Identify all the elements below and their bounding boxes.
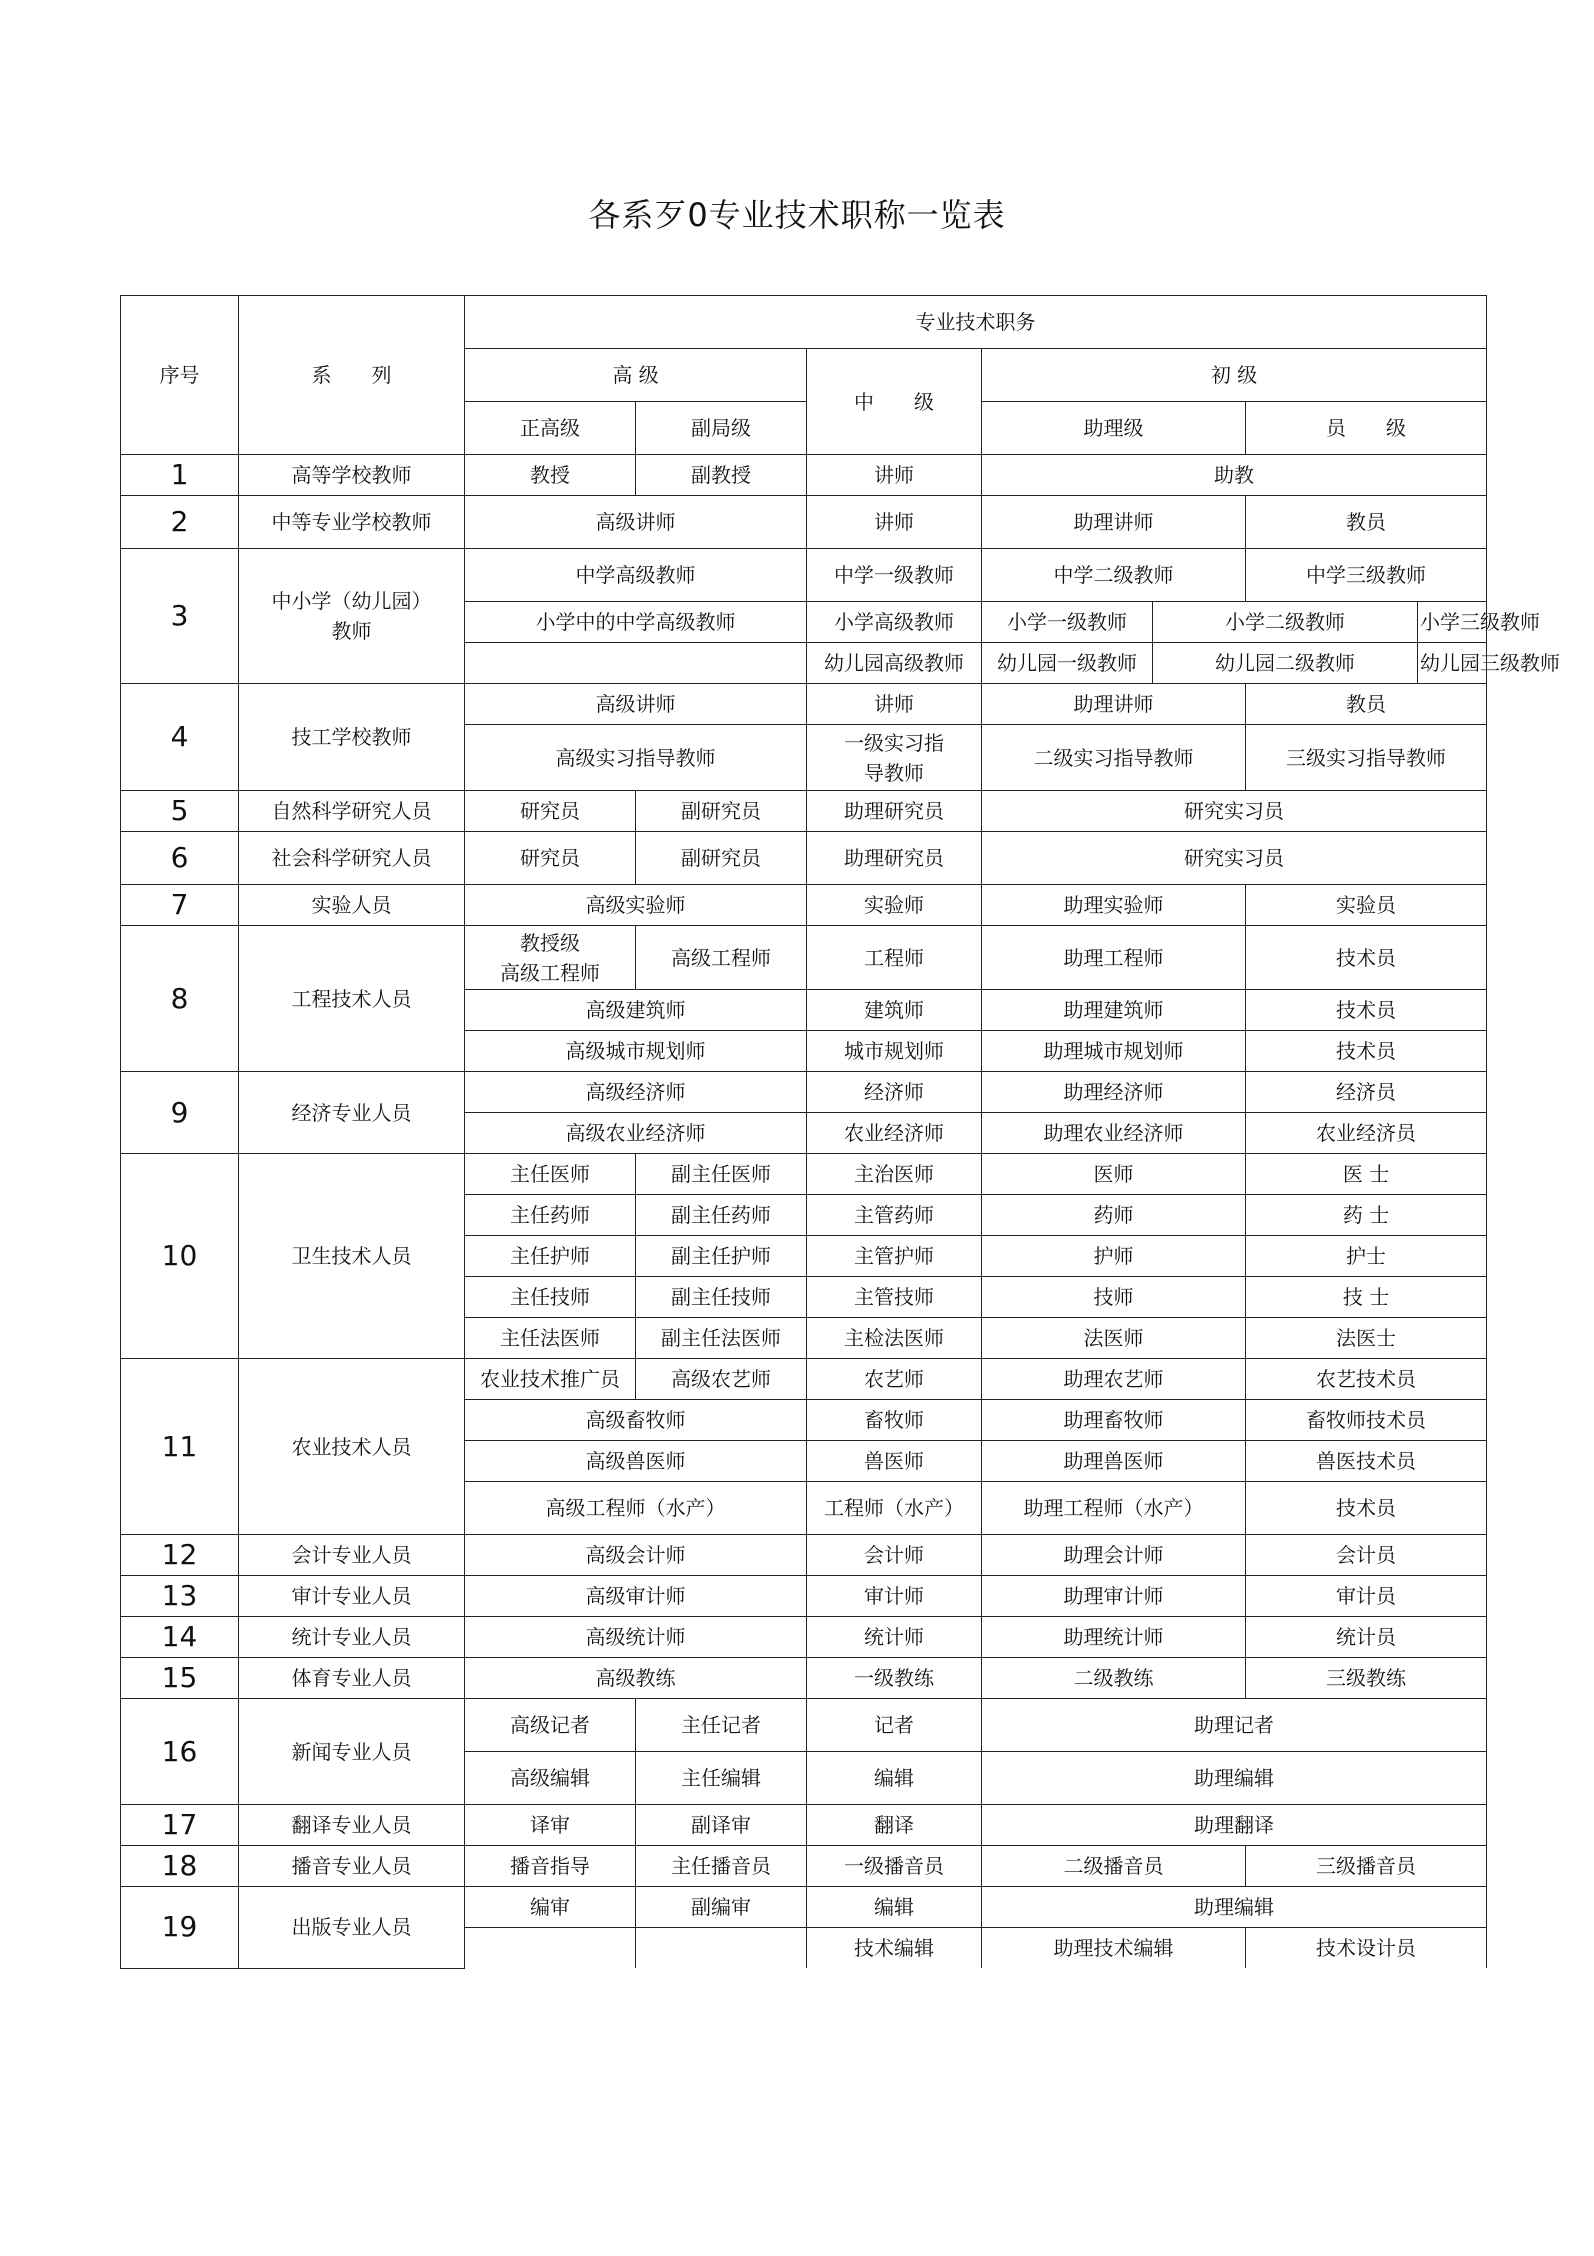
- cell-empty: [465, 643, 807, 684]
- series-name: 新闻专业人员: [239, 1699, 465, 1805]
- cell: 高级畜牧师: [465, 1400, 807, 1441]
- cell: 副研究员: [636, 791, 807, 832]
- header-middle: 中 级: [807, 349, 982, 455]
- cell: 助理审计师: [982, 1576, 1246, 1617]
- cell: 技术员: [1246, 1482, 1487, 1535]
- row-number: 15: [121, 1658, 239, 1699]
- cell: 中学三级教师: [1246, 549, 1487, 602]
- row-number: 4: [121, 684, 239, 791]
- cell: 教员: [1246, 684, 1487, 725]
- cell: 助理研究员: [807, 791, 982, 832]
- cell: 助理农艺师: [982, 1359, 1246, 1400]
- header-senior: 高 级: [465, 349, 807, 402]
- cell: 技术编辑: [807, 1928, 982, 1969]
- header-duty: 专业技术职务: [465, 296, 1487, 349]
- series-name: 卫生技术人员: [239, 1154, 465, 1359]
- cell: 实验员: [1246, 885, 1487, 926]
- cell: 助理讲师: [982, 496, 1246, 549]
- cell: 会计师: [807, 1535, 982, 1576]
- cell: 经济师: [807, 1072, 982, 1113]
- cell: 三级教练: [1246, 1658, 1487, 1699]
- cell: 高级讲师: [465, 496, 807, 549]
- cell: 编辑: [807, 1752, 982, 1805]
- cell: 副主任药师: [636, 1195, 807, 1236]
- cell: 讲师: [807, 684, 982, 725]
- cell: 助理编辑: [982, 1887, 1487, 1928]
- cell: 高级会计师: [465, 1535, 807, 1576]
- row-number: 17: [121, 1805, 239, 1846]
- title-table: [120, 295, 1560, 1969]
- cell: 幼儿园高级教师: [807, 643, 982, 684]
- series-name: 工程技术人员: [239, 926, 465, 1072]
- cell: 副主任医师: [636, 1154, 807, 1195]
- row-number: 8: [121, 926, 239, 1072]
- row-number: 2: [121, 496, 239, 549]
- header-staff: 员 级: [1246, 402, 1487, 455]
- cell: 农业经济员: [1246, 1113, 1487, 1154]
- cell: 记者: [807, 1699, 982, 1752]
- cell: 高级实习指导教师: [465, 725, 807, 791]
- cell: 高级审计师: [465, 1576, 807, 1617]
- cell: 实验师: [807, 885, 982, 926]
- cell: 兽医技术员: [1246, 1441, 1487, 1482]
- cell: 医师: [982, 1154, 1246, 1195]
- cell: 一级播音员: [807, 1846, 982, 1887]
- cell: 统计员: [1246, 1617, 1487, 1658]
- cell: 副编审: [636, 1887, 807, 1928]
- cell: 高级编辑: [465, 1752, 636, 1805]
- cell: 农艺师: [807, 1359, 982, 1400]
- series-name: 社会科学研究人员: [239, 832, 465, 885]
- cell-empty: [636, 1928, 807, 1969]
- cell: 主任医师: [465, 1154, 636, 1195]
- cell: 建筑师: [807, 990, 982, 1031]
- cell: 助理城市规划师: [982, 1031, 1246, 1072]
- cell: 高级统计师: [465, 1617, 807, 1658]
- cell: 主治医师: [807, 1154, 982, 1195]
- series-name: 农业技术人员: [239, 1359, 465, 1535]
- cell: 技术员: [1246, 990, 1487, 1031]
- series-name: 审计专业人员: [239, 1576, 465, 1617]
- cell: 助理畜牧师: [982, 1400, 1246, 1441]
- cell: 畜牧师技术员: [1246, 1400, 1487, 1441]
- cell: 助教: [982, 455, 1487, 496]
- cell: 讲师: [807, 496, 982, 549]
- cell: 中学二级教师: [982, 549, 1246, 602]
- cell: 讲师: [807, 455, 982, 496]
- cell: 主任护师: [465, 1236, 636, 1277]
- series-name: 翻译专业人员: [239, 1805, 465, 1846]
- cell: 一级教练: [807, 1658, 982, 1699]
- cell: 法医师: [982, 1318, 1246, 1359]
- cell: 三级实习指导教师: [1246, 725, 1487, 791]
- cell: 编辑: [807, 1887, 982, 1928]
- cell: 城市规划师: [807, 1031, 982, 1072]
- cell: 播音指导: [465, 1846, 636, 1887]
- cell: 助理兽医师: [982, 1441, 1246, 1482]
- row-number: 14: [121, 1617, 239, 1658]
- cell: 小学三级教师: [1418, 602, 1487, 643]
- row-number: 7: [121, 885, 239, 926]
- cell: 副主任技师: [636, 1277, 807, 1318]
- row-number: 12: [121, 1535, 239, 1576]
- cell: 研究实习员: [982, 791, 1487, 832]
- series-name: 高等学校教师: [239, 455, 465, 496]
- cell: 高级工程师（水产）: [465, 1482, 807, 1535]
- cell: 助理编辑: [982, 1752, 1487, 1805]
- cell: 副译审: [636, 1805, 807, 1846]
- cell: 主任播音员: [636, 1846, 807, 1887]
- series-name: 出版专业人员: [239, 1887, 465, 1969]
- series-name: 会计专业人员: [239, 1535, 465, 1576]
- cell: 高级兽医师: [465, 1441, 807, 1482]
- cell: 高级建筑师: [465, 990, 807, 1031]
- cell: 中学一级教师: [807, 549, 982, 602]
- row-number: 11: [121, 1359, 239, 1535]
- cell: 法医士: [1246, 1318, 1487, 1359]
- cell: 经济员: [1246, 1072, 1487, 1113]
- cell: 会计员: [1246, 1535, 1487, 1576]
- cell: 技术设计员: [1246, 1928, 1487, 1969]
- row-number: 9: [121, 1072, 239, 1154]
- cell: 高级实验师: [465, 885, 807, 926]
- cell: 译审: [465, 1805, 636, 1846]
- series-name: 技工学校教师: [239, 684, 465, 791]
- cell: 教授级 高级工程师: [465, 926, 636, 990]
- series-name: 中等专业学校教师: [239, 496, 465, 549]
- cell: 畜牧师: [807, 1400, 982, 1441]
- header-seq: 序号: [121, 296, 239, 455]
- cell: 幼儿园三级教师: [1418, 643, 1487, 684]
- cell: 助理会计师: [982, 1535, 1246, 1576]
- series-name: 统计专业人员: [239, 1617, 465, 1658]
- cell: 药师: [982, 1195, 1246, 1236]
- cell: 药 士: [1246, 1195, 1487, 1236]
- cell: 翻译: [807, 1805, 982, 1846]
- cell: 助理农业经济师: [982, 1113, 1246, 1154]
- cell: 副研究员: [636, 832, 807, 885]
- cell: 主任法医师: [465, 1318, 636, 1359]
- cell: 助理经济师: [982, 1072, 1246, 1113]
- cell: 农业技术推广员: [465, 1359, 636, 1400]
- cell: 研究实习员: [982, 832, 1487, 885]
- cell: 研究员: [465, 791, 636, 832]
- cell: 助理翻译: [982, 1805, 1487, 1846]
- cell: 高级农艺师: [636, 1359, 807, 1400]
- cell: 技术员: [1246, 1031, 1487, 1072]
- cell: 二级实习指导教师: [982, 725, 1246, 791]
- cell: 高级城市规划师: [465, 1031, 807, 1072]
- cell: 幼儿园一级教师: [982, 643, 1153, 684]
- cell: 副主任护师: [636, 1236, 807, 1277]
- header-series: 系 列: [239, 296, 465, 455]
- cell: 教授: [465, 455, 636, 496]
- cell: 农艺技术员: [1246, 1359, 1487, 1400]
- cell: 主任药师: [465, 1195, 636, 1236]
- row-number: 1: [121, 455, 239, 496]
- series-name: 经济专业人员: [239, 1072, 465, 1154]
- cell: 助理工程师: [982, 926, 1246, 990]
- cell: 编审: [465, 1887, 636, 1928]
- cell: 技师: [982, 1277, 1246, 1318]
- row-number: 16: [121, 1699, 239, 1805]
- cell: 助理统计师: [982, 1617, 1246, 1658]
- cell: 护士: [1246, 1236, 1487, 1277]
- cell: 兽医师: [807, 1441, 982, 1482]
- header-full-senior: 正高级: [465, 402, 636, 455]
- cell: 副教授: [636, 455, 807, 496]
- cell: 教员: [1246, 496, 1487, 549]
- cell: 主任编辑: [636, 1752, 807, 1805]
- cell: 工程师（水产）: [807, 1482, 982, 1535]
- cell: 小学一级教师: [982, 602, 1153, 643]
- cell: 高级教练: [465, 1658, 807, 1699]
- header-vice-senior: 副局级: [636, 402, 807, 455]
- cell: 医 士: [1246, 1154, 1487, 1195]
- cell: 一级实习指 导教师: [807, 725, 982, 791]
- cell: 高级讲师: [465, 684, 807, 725]
- cell: 中学高级教师: [465, 549, 807, 602]
- page-title: 各系歹0专业技术职称一览表: [588, 196, 1006, 234]
- cell: 研究员: [465, 832, 636, 885]
- row-number: 3: [121, 549, 239, 684]
- cell: 主管护师: [807, 1236, 982, 1277]
- cell: 助理技术编辑: [982, 1928, 1246, 1969]
- cell: 主管技师: [807, 1277, 982, 1318]
- cell: 技 士: [1246, 1277, 1487, 1318]
- cell: 助理实验师: [982, 885, 1246, 926]
- cell: 审计师: [807, 1576, 982, 1617]
- cell: 高级农业经济师: [465, 1113, 807, 1154]
- cell: 助理工程师（水产）: [982, 1482, 1246, 1535]
- header-assistant: 助理级: [982, 402, 1246, 455]
- cell: 主检法医师: [807, 1318, 982, 1359]
- cell: 小学高级教师: [807, 602, 982, 643]
- cell: 三级播音员: [1246, 1846, 1487, 1887]
- row-number: 13: [121, 1576, 239, 1617]
- cell: 护师: [982, 1236, 1246, 1277]
- cell: 助理记者: [982, 1699, 1487, 1752]
- series-name: 中小学（幼儿园） 教师: [239, 549, 465, 684]
- series-name: 自然科学研究人员: [239, 791, 465, 832]
- cell: 技术员: [1246, 926, 1487, 990]
- cell: 高级工程师: [636, 926, 807, 990]
- series-name: 体育专业人员: [239, 1658, 465, 1699]
- cell-empty: [465, 1928, 636, 1969]
- cell: 小学二级教师: [1153, 602, 1418, 643]
- cell: 高级经济师: [465, 1072, 807, 1113]
- row-number: 5: [121, 791, 239, 832]
- cell: 统计师: [807, 1617, 982, 1658]
- cell: 助理研究员: [807, 832, 982, 885]
- cell: 助理建筑师: [982, 990, 1246, 1031]
- row-number: 18: [121, 1846, 239, 1887]
- row-number: 6: [121, 832, 239, 885]
- cell: 主管药师: [807, 1195, 982, 1236]
- series-name: 播音专业人员: [239, 1846, 465, 1887]
- row-number: 10: [121, 1154, 239, 1359]
- cell: 农业经济师: [807, 1113, 982, 1154]
- header-junior: 初 级: [982, 349, 1487, 402]
- cell: 助理讲师: [982, 684, 1246, 725]
- cell: 主任技师: [465, 1277, 636, 1318]
- cell: 幼儿园二级教师: [1153, 643, 1418, 684]
- cell: 副主任法医师: [636, 1318, 807, 1359]
- cell: 主任记者: [636, 1699, 807, 1752]
- cell: 二级教练: [982, 1658, 1246, 1699]
- cell: 工程师: [807, 926, 982, 990]
- cell: 高级记者: [465, 1699, 636, 1752]
- cell: 二级播音员: [982, 1846, 1246, 1887]
- row-number: 19: [121, 1887, 239, 1969]
- series-name: 实验人员: [239, 885, 465, 926]
- cell: 小学中的中学高级教师: [465, 602, 807, 643]
- cell: 审计员: [1246, 1576, 1487, 1617]
